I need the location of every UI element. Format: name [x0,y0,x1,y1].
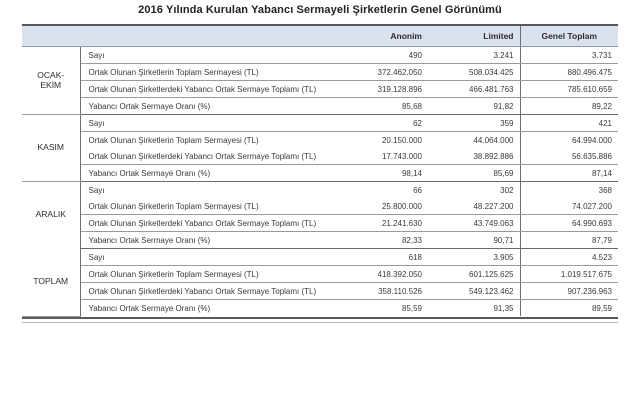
cell-limited: 90,71 [428,232,520,249]
cell-genel-toplam: 907.236.963 [520,283,618,300]
cell-limited: 43.749.063 [428,215,520,232]
cell-genel-toplam: 89,22 [520,98,618,115]
row-label-oran: Yabancı Ortak Sermaye Oranı (%) [80,232,338,249]
cell-limited: 466.481.763 [428,81,520,98]
cell-genel-toplam: 3.731 [520,47,618,64]
cell-anonim: 21.241.630 [338,215,428,232]
data-table-container [22,24,618,319]
row-label-toplam-sermaye: Ortak Olunan Şirketlerin Toplam Sermayesi (TL) [80,266,338,283]
column-header-genel-toplam: Genel Toplam [520,26,618,47]
row-label-yabanci-sermaye: Ortak Olunan Şirketlerdeki Yabancı Ortak Sermaye Toplamı (TL) [80,215,338,232]
cell-anonim: 418.392.050 [338,266,428,283]
header-label-blank [80,26,338,47]
table-row [22,115,618,132]
row-label-yabanci-sermaye: Ortak Olunan Şirketlerdeki Yabancı Ortak Sermaye Toplamı (TL) [80,148,338,165]
table-row [22,64,618,81]
table-row [22,98,618,115]
cell-anonim: 62 [338,115,428,132]
table-row [22,249,618,266]
cell-limited: 601.125.625 [428,266,520,283]
cell-anonim: 358.110.526 [338,283,428,300]
cell-limited: 91,82 [428,98,520,115]
table-row [22,266,618,283]
table-row [22,47,618,64]
row-label-toplam-sermaye: Ortak Olunan Şirketlerin Toplam Sermayesi (TL) [80,198,338,215]
column-header-anonim: Anonim [338,26,428,47]
group-label-line-1: ARALIK [35,209,66,220]
cell-limited: 3.905 [428,249,520,266]
row-group-label-toplam [22,249,80,317]
row-label-oran: Yabancı Ortak Sermaye Oranı (%) [88,303,211,313]
cell-limited: 91,35 [493,303,514,313]
row-label-oran: Yabancı Ortak Sermaye Oranı (%) [80,98,338,115]
table-row [22,300,618,317]
cell-genel-toplam: 64.990.693 [520,215,618,232]
table-row [22,132,618,149]
cell-anonim: 20.150.000 [381,135,422,145]
cell-anonim: 82,33 [338,232,428,249]
cell-anonim: 372.462.050 [338,64,428,81]
row-group-label-aralik [22,182,80,249]
cell-limited: 302 [500,185,514,195]
row-label-yabanci-sermaye: Ortak Olunan Şirketlerdeki Yabancı Ortak Sermaye Toplamı (TL) [80,81,338,98]
cell-genel-toplam: 87,79 [520,232,618,249]
row-label-sayi: Sayı [80,47,338,64]
cell-genel-toplam: 74.027.200 [520,198,618,215]
cell-limited: 508.034.425 [428,64,520,81]
group-label-line-1: KASIM [37,142,64,153]
bottom-divider [22,322,618,323]
cell-anonim: 25.800.000 [338,198,428,215]
cell-anonim: 98,14 [338,165,428,182]
cell-anonim: 85,59 [401,303,422,313]
cell-limited: 48.227.200 [428,198,520,215]
column-header-limited: Limited [428,26,520,47]
table-row [22,182,618,199]
foreign-capital-companies-table [22,26,618,317]
group-label-line-2: EKİM [40,79,62,90]
cell-limited: 38.892.886 [428,148,520,165]
table-header [22,26,618,47]
cell-genel-toplam: 87,14 [520,165,618,182]
cell-genel-toplam: 785.610.659 [520,81,618,98]
row-label-sayi: Sayı [88,185,105,195]
cell-limited: 44.064.000 [473,135,514,145]
cell-genel-toplam: 368 [520,182,618,199]
table-row [22,81,618,98]
table-row [22,232,618,249]
row-label-toplam-sermaye: Ortak Olunan Şirketlerin Toplam Sermayesi (TL) [88,135,259,145]
page-title: 2016 Yılında Kurulan Yabancı Sermayeli Şirketlerin Genel Görünümü [138,4,502,16]
table-row [22,198,618,215]
cell-anonim: 490 [338,47,428,64]
row-label-sayi: Sayı [80,249,338,266]
row-label-oran: Yabancı Ortak Sermaye Oranı (%) [80,165,338,182]
cell-anonim: 618 [338,249,428,266]
row-label-sayi: Sayı [80,115,338,132]
header-group-blank [22,26,80,47]
cell-genel-toplam: 4.523 [520,249,618,266]
cell-anonim: 85,68 [338,98,428,115]
cell-limited: 359 [428,115,520,132]
group-label-line-1: OCAK- [37,69,65,80]
table-body [22,47,618,317]
cell-genel-toplam: 56.635.886 [520,148,618,165]
table-row [22,215,618,232]
cell-limited: 549.123.462 [428,283,520,300]
cell-anonim: 66 [413,185,422,195]
row-group-label-ocak-ekim [22,47,80,115]
table-row [22,283,618,300]
cell-anonim: 319.128.896 [338,81,428,98]
row-label-toplam-sermaye: Ortak Olunan Şirketlerin Toplam Sermayesi (TL) [80,64,338,81]
table-row [22,148,618,165]
cell-genel-toplam: 880.496.475 [520,64,618,81]
cell-genel-toplam: 89,59 [520,300,618,317]
table-header-row [22,26,618,47]
row-group-label-kasim [22,115,80,182]
cell-genel-toplam: 421 [520,115,618,132]
cell-limited: 3.241 [428,47,520,64]
cell-genel-toplam: 64.994.000 [520,132,618,149]
cell-anonim: 17.743.000 [338,148,428,165]
group-label-line-1: TOPLAM [33,276,69,287]
cell-limited: 85,69 [428,165,520,182]
cell-genel-toplam: 1.019.517.675 [520,266,618,283]
table-row [22,165,618,182]
row-label-yabanci-sermaye: Ortak Olunan Şirketlerdeki Yabancı Ortak Sermaye Toplamı (TL) [80,283,338,300]
